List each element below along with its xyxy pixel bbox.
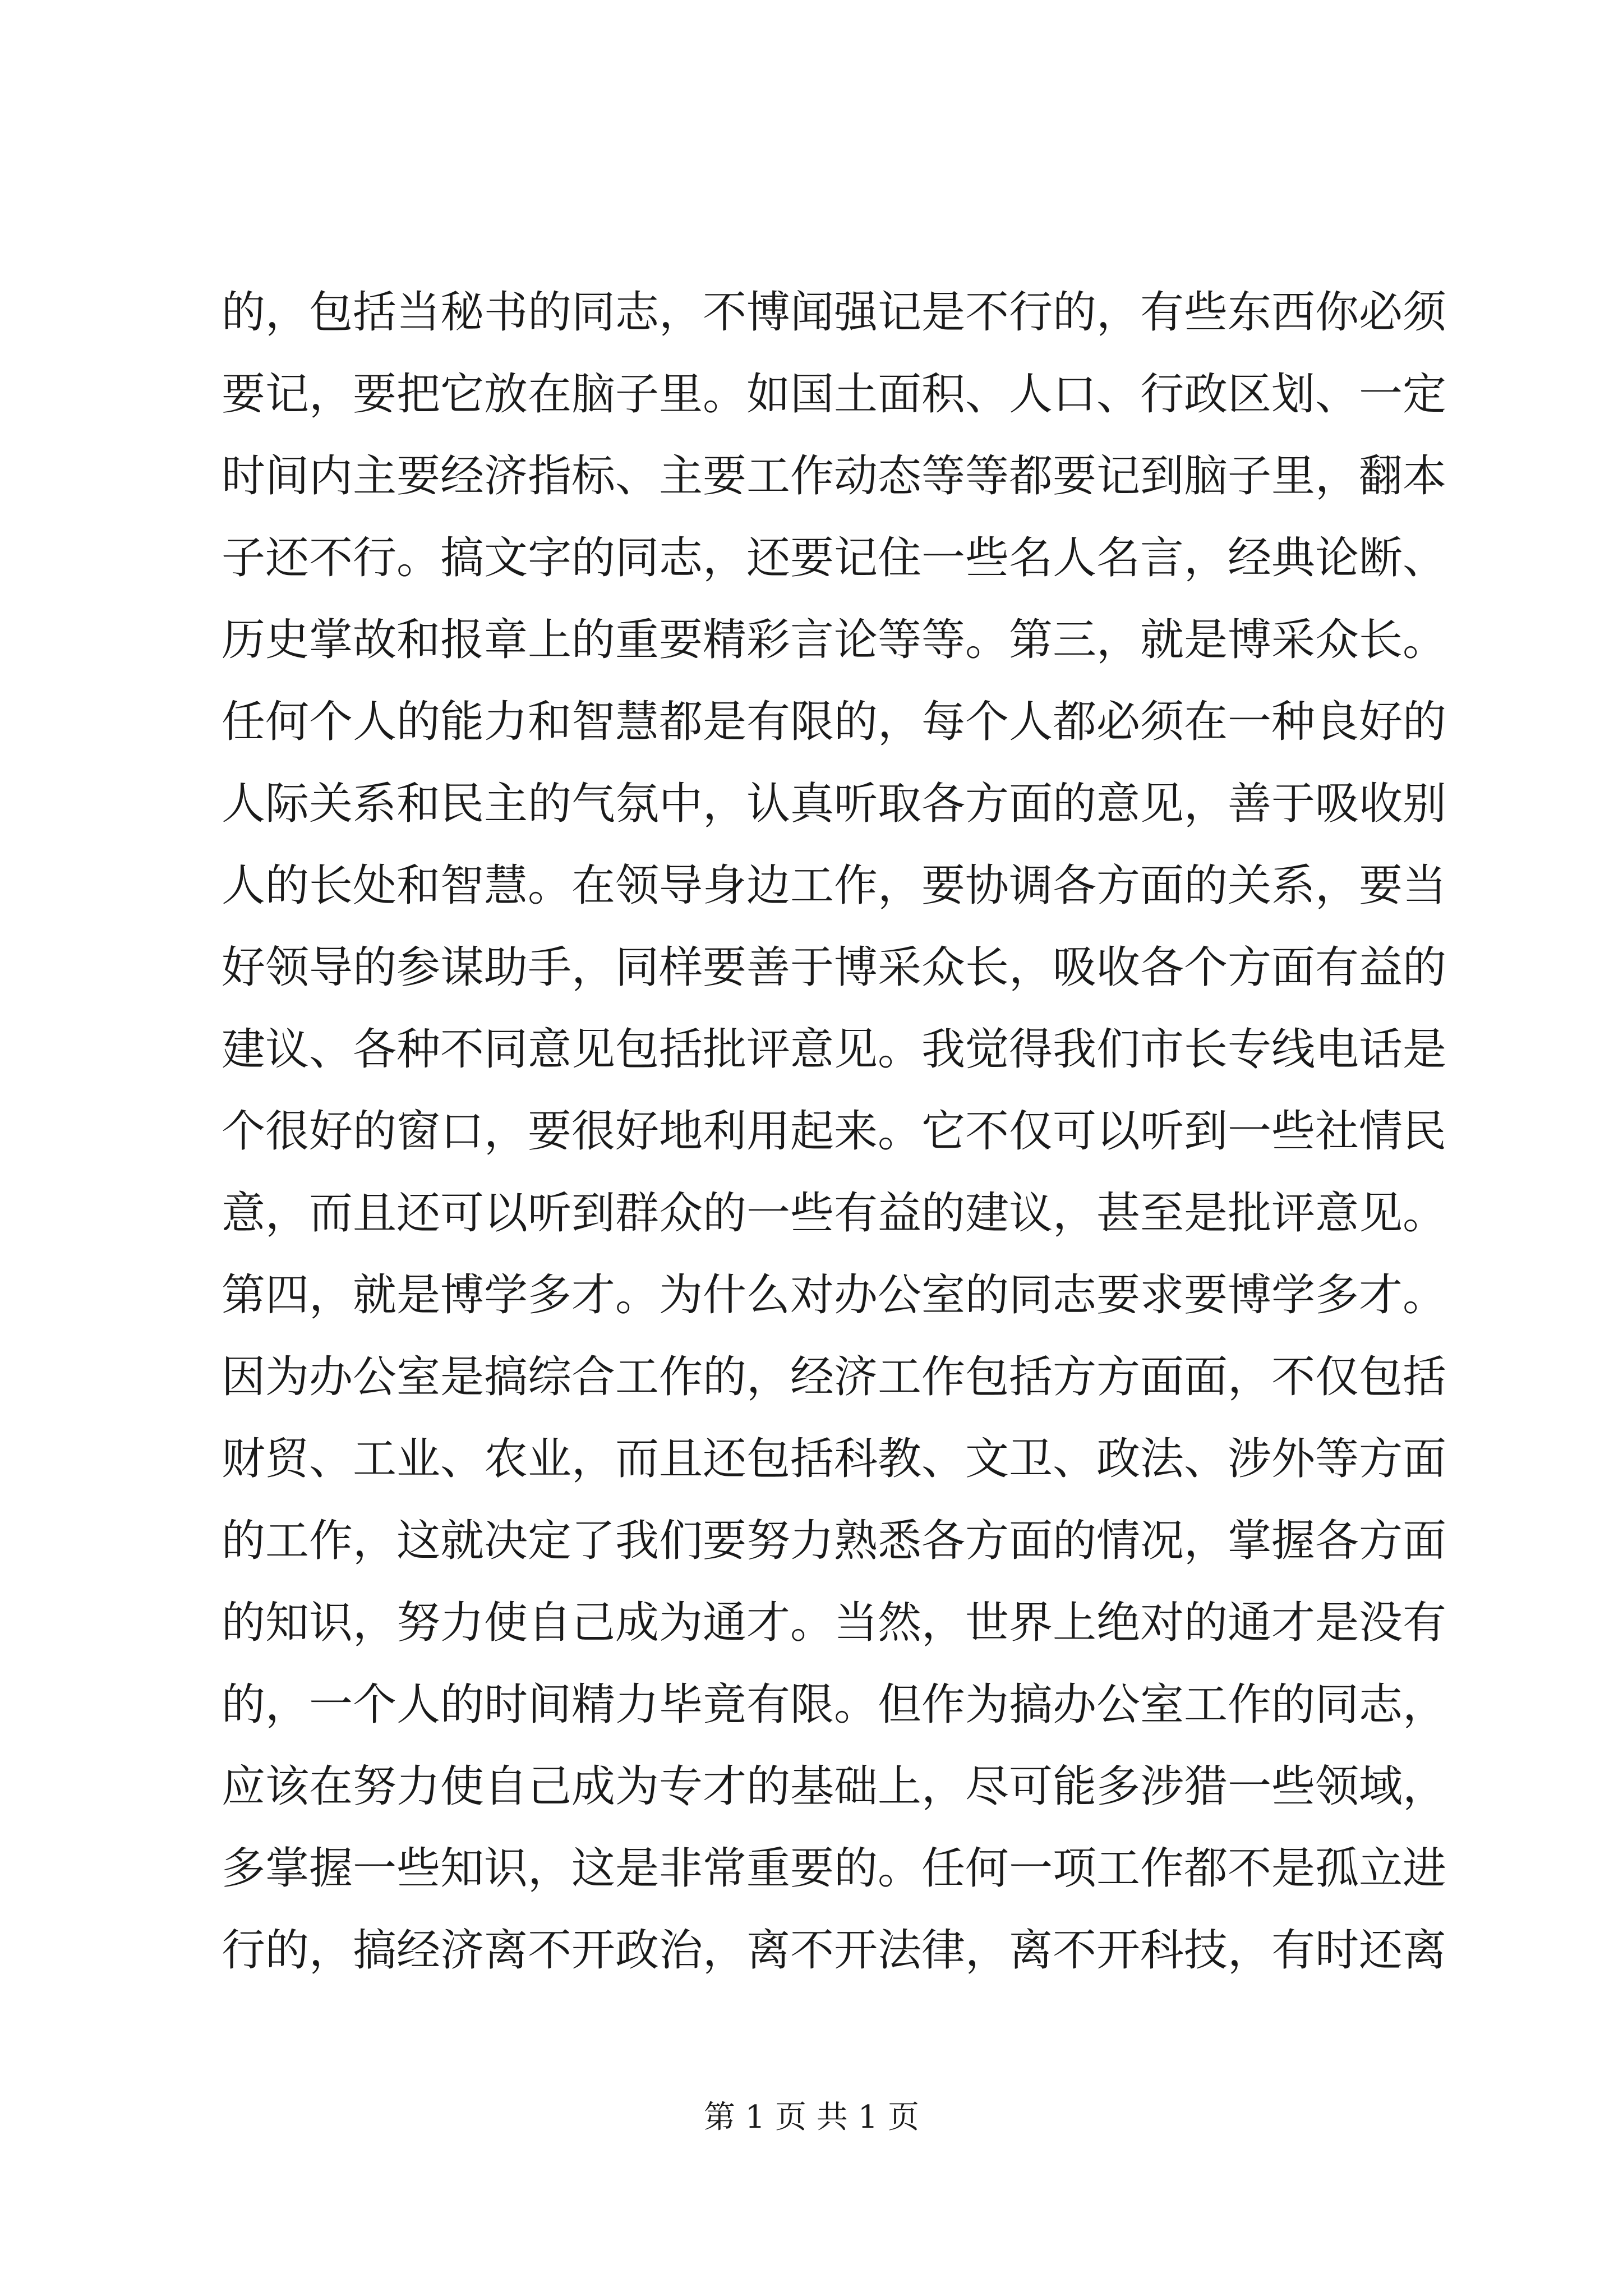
text-line: 个很好的窗口，要很好地利用起来。它不仅可以听到一些社情民 [222, 1106, 1447, 1157]
text-line: 财贸、工业、农业，而且还包括科教、文卫、政法、涉外等方面 [222, 1434, 1447, 1484]
text-line: 建议、各种不同意见包括批评意见。我觉得我们市长专线电话是 [222, 1024, 1447, 1075]
text-line: 要记，要把它放在脑子里。如国土面积、人口、行政区划、一定 [222, 369, 1447, 420]
page-number-footer: 第 1 页 共 1 页 [703, 2099, 920, 2136]
text-line: 任何个人的能力和智慧都是有限的，每个人都必须在一种良好的 [222, 697, 1447, 747]
text-line: 人的长处和智慧。在领导身边工作，要协调各方面的关系，要当 [222, 861, 1447, 911]
text-line: 意，而且还可以听到群众的一些有益的建议，甚至是批评意见。 [222, 1188, 1447, 1239]
text-line: 的工作，这就决定了我们要努力熟悉各方面的情况，掌握各方面 [222, 1516, 1447, 1566]
body-text [222, 272, 1447, 1991]
text-line: 时间内主要经济指标、主要工作动态等等都要记到脑子里，翻本 [222, 451, 1447, 501]
text-line: 子还不行。搞文字的同志，还要记住一些名人名言，经典论断、 [222, 533, 1447, 583]
text-line: 好领导的参谋助手，同样要善于博采众长，吸收各个方面有益的 [222, 942, 1447, 993]
text-line: 应该在努力使自己成为专才的基础上，尽可能多涉猎一些领域， [222, 1761, 1447, 1812]
text-line: 第四，就是博学多才。为什么对办公室的同志要求要博学多才。 [222, 1270, 1447, 1320]
text-line: 的知识，努力使自己成为通才。当然，世界上绝对的通才是没有 [222, 1598, 1447, 1648]
text-line: 人际关系和民主的气氛中，认真听取各方面的意见，善于吸收别 [222, 779, 1447, 829]
text-line: 历史掌故和报章上的重要精彩言论等等。第三，就是博采众长。 [222, 615, 1447, 665]
text-line: 因为办公室是搞综合工作的，经济工作包括方方面面，不仅包括 [222, 1352, 1447, 1402]
text-line: 的，包括当秘书的同志，不博闻强记是不行的，有些东西你必须 [222, 287, 1447, 338]
text-line: 的，一个人的时间精力毕竟有限。但作为搞办公室工作的同志， [222, 1680, 1447, 1730]
text-line: 行的，搞经济离不开政治，离不开法律，离不开科技，有时还离 [222, 1925, 1447, 1976]
text-line: 多掌握一些知识，这是非常重要的。任何一项工作都不是孤立进 [222, 1843, 1447, 1894]
